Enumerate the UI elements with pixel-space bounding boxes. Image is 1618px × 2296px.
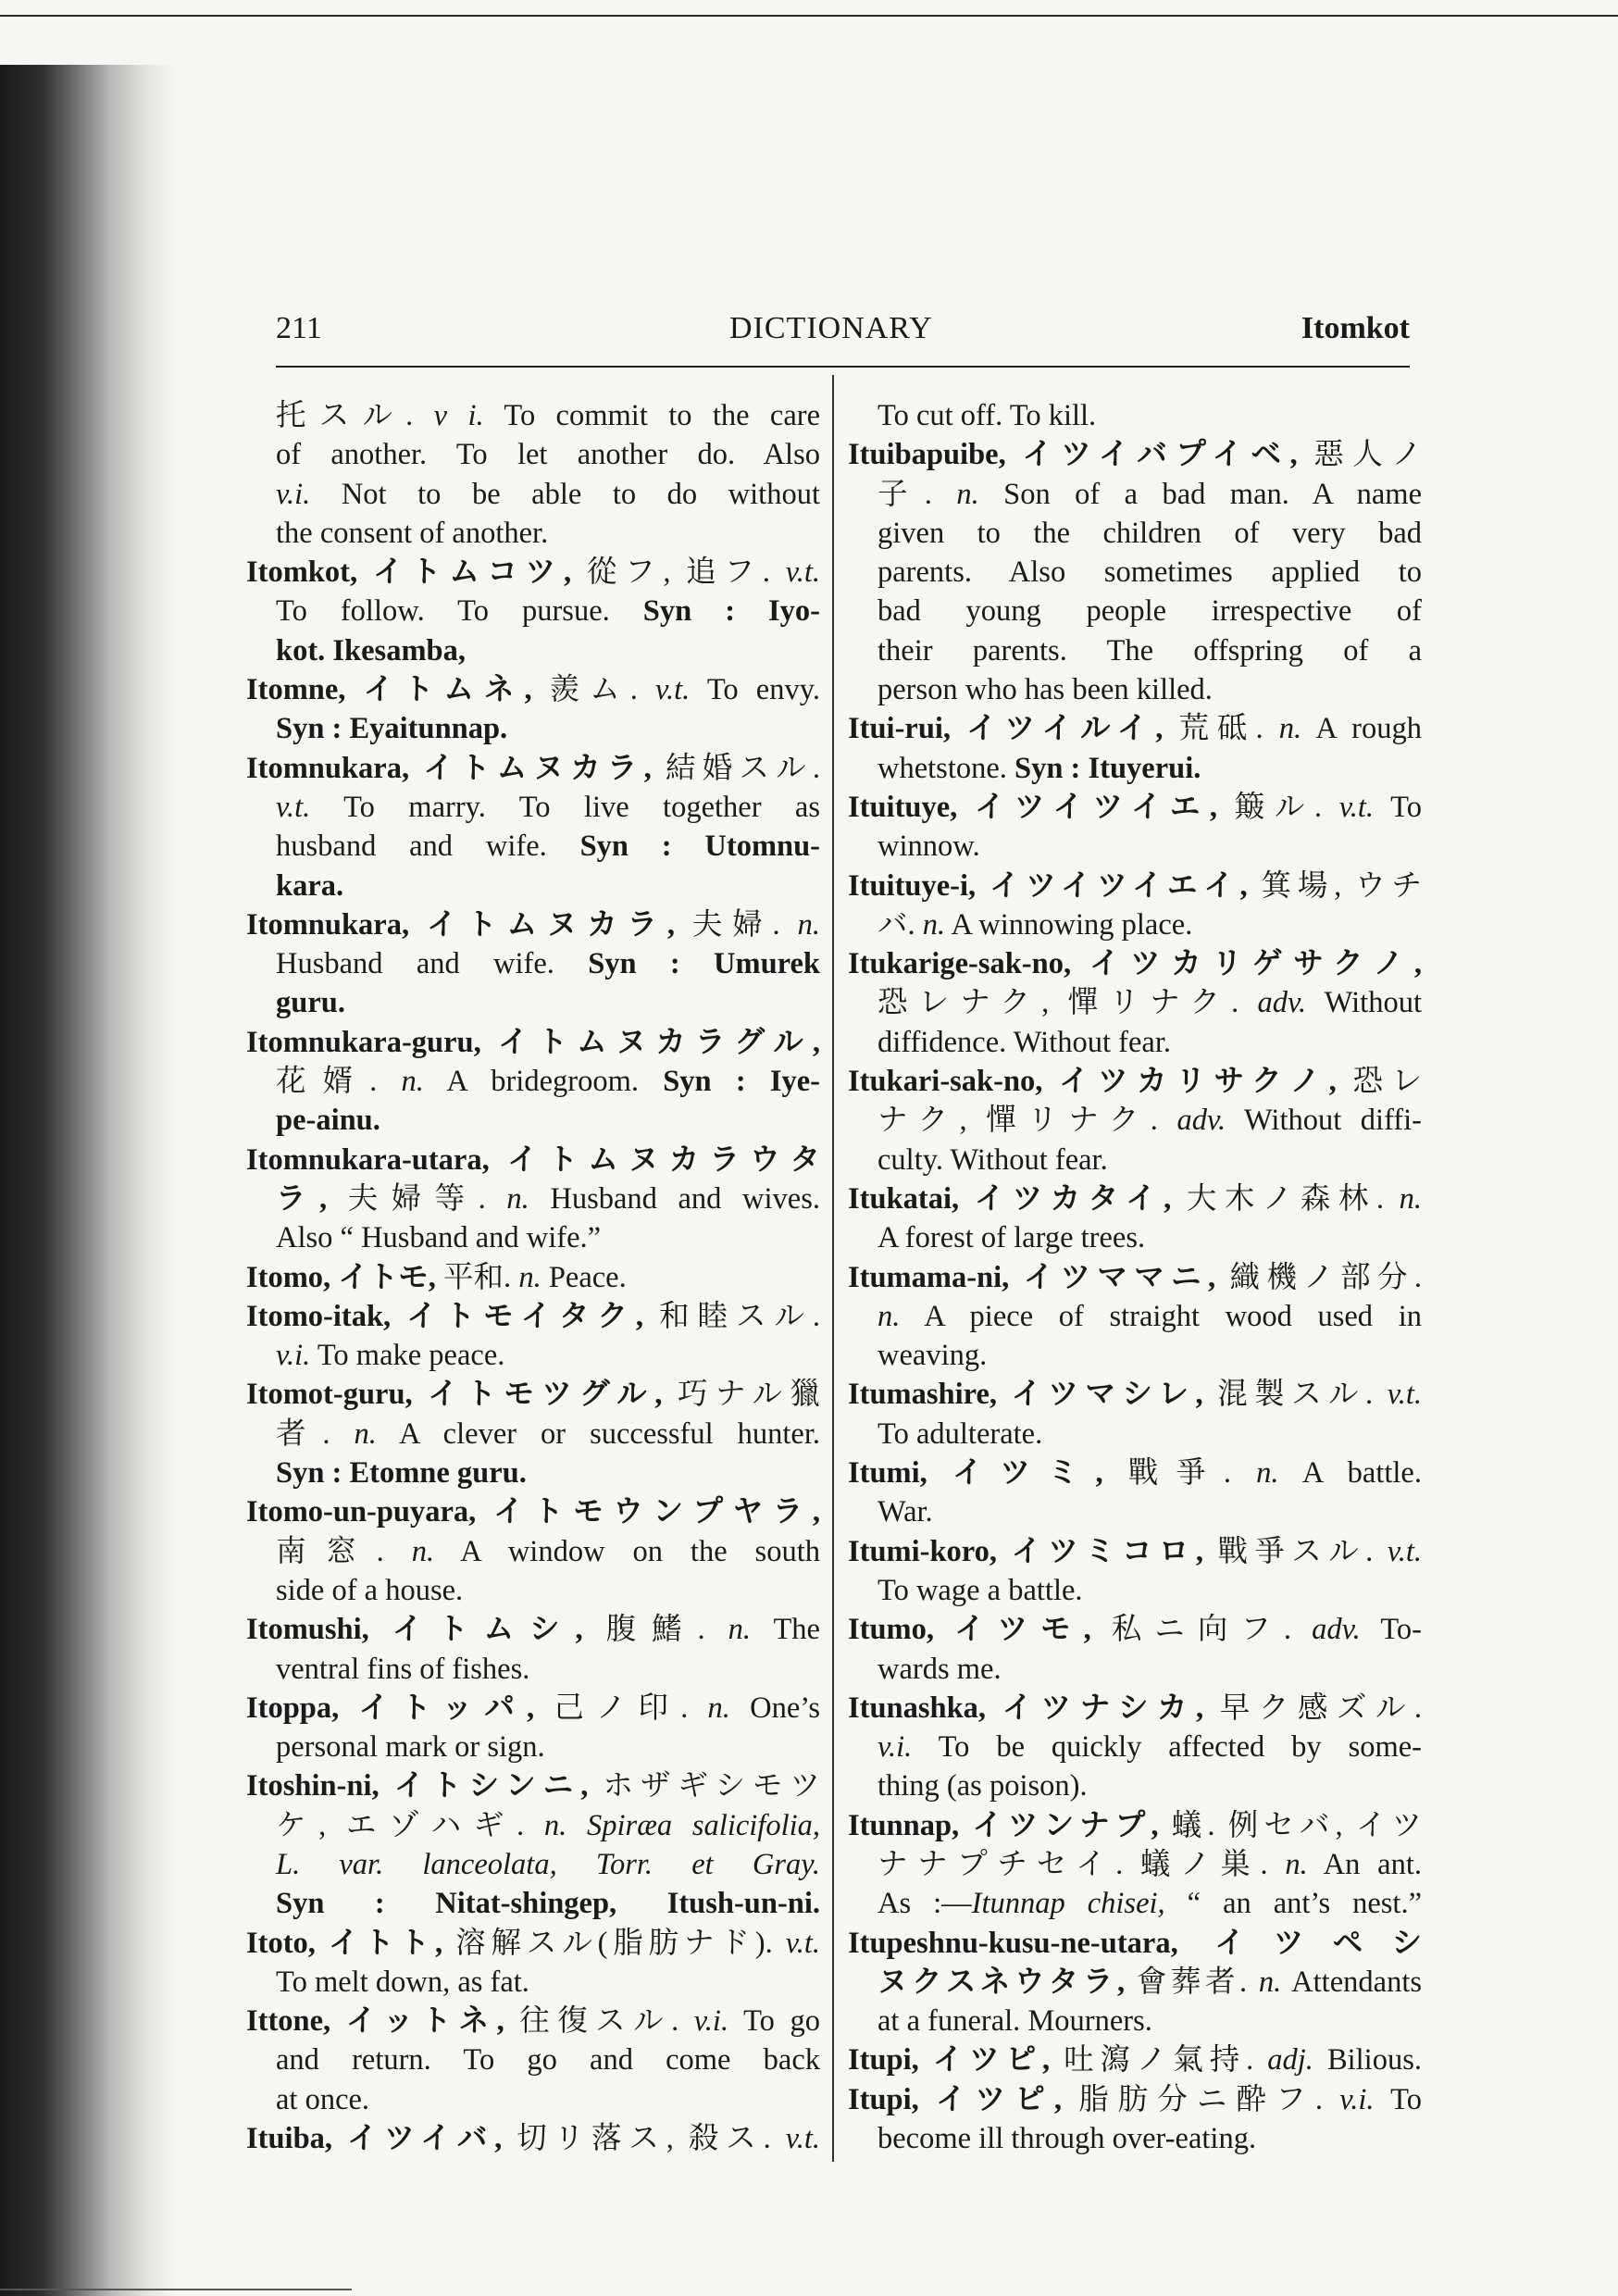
definition-text: thing (as poison).	[877, 1769, 1088, 1803]
definition-text: become ill through over-eating.	[877, 2122, 1257, 2156]
definition-text: 惡人ノ	[1297, 438, 1422, 472]
italic-text: n.	[728, 1613, 751, 1647]
definition-text: 巧ナル獵	[662, 1378, 820, 1412]
definition-text: A clever or successful hunter.	[376, 1416, 820, 1451]
definition-text: 夫婦等.	[327, 1181, 507, 1216]
entry-headword-line	[848, 1454, 1422, 1492]
entry-text-line	[246, 1062, 820, 1101]
italic-text: v.t.	[276, 790, 311, 824]
entry-text-line	[848, 1336, 1422, 1375]
definition-text: 者.	[276, 1416, 355, 1451]
entry-headword-line	[848, 2080, 1422, 2119]
entry-headword-line	[848, 1375, 1422, 1414]
definition-text: To follow. To pursue.	[276, 594, 643, 629]
definition-text: 切リ落ス, 殺ス.	[502, 2122, 786, 2156]
definition-text: 往復スル.	[504, 2004, 694, 2039]
headword-text: Itumi, イツミ,	[848, 1456, 1103, 1491]
headword-text: Itumama-ni, イツママニ,	[848, 1260, 1216, 1294]
entry-text-line	[848, 1141, 1422, 1179]
definition-text: Without	[1306, 986, 1422, 1020]
headword-text: Itomkot, イトムコツ,	[246, 555, 572, 590]
entry-text-line	[246, 1963, 820, 2002]
headword-text: Ituituye-i, イツイツイエイ,	[848, 868, 1248, 903]
headword-text: ラ,	[276, 1181, 328, 1216]
headword-text: kot. Ikesamba,	[276, 633, 466, 668]
definition-text: husband and wife.	[276, 830, 580, 864]
italic-text: n.	[518, 1260, 541, 1294]
headword-text: Syn : Iyo-	[642, 594, 821, 629]
definition-text: 私ニ向フ.	[1090, 1613, 1313, 1647]
italic-text: adv.	[1312, 1613, 1361, 1647]
definition-text: of another. To let another do. Also	[276, 438, 820, 472]
left-column	[246, 396, 820, 2158]
definition-text: 腹鰭.	[582, 1613, 728, 1647]
entry-headword-line	[848, 944, 1422, 983]
definition-text: War.	[877, 1495, 933, 1529]
definition-text: A bridegroom.	[423, 1065, 664, 1099]
italic-text: n.	[401, 1065, 424, 1099]
scan-top-border	[0, 15, 1618, 17]
definition-text: 己ノ印.	[534, 1691, 708, 1725]
entry-headword-line	[246, 905, 820, 944]
italic-text: n.	[956, 477, 979, 511]
entry-text-line	[848, 1884, 1422, 1923]
definition-text: ケ, エゾハギ.	[276, 1808, 544, 1842]
entry-text-line	[848, 475, 1422, 514]
entry-text-line	[848, 1297, 1422, 1336]
headword-text: Ituituye, イツイツイエ,	[848, 790, 1218, 824]
entry-headword-line	[246, 2119, 820, 2158]
headword-text: Itunnap, イツンナプ,	[848, 1808, 1159, 1842]
entry-text-line	[246, 592, 820, 630]
definition-text: To wage a battle.	[877, 1573, 1083, 1607]
entry-headword-line	[246, 1924, 820, 1963]
headword-text: Itoppa, イトッパ,	[246, 1691, 535, 1725]
definition-text: Without diffi-	[1226, 1104, 1422, 1138]
headword-text: Itomnukara, イトムヌカラ,	[246, 907, 675, 942]
definition-text: Son of a bad man. A name	[978, 477, 1422, 511]
headword-text: kara.	[276, 868, 344, 903]
definition-text: A rough	[1301, 712, 1422, 746]
definition-text: parents. Also sometimes applied to	[877, 555, 1422, 590]
header-rule	[276, 366, 1410, 368]
headword-text: guru.	[276, 986, 345, 1020]
headword-text: Ituibapuibe, イツイバプイベ,	[848, 438, 1298, 472]
definition-text: personal mark or sign.	[276, 1730, 545, 1765]
definition-text: To be quickly affected by some-	[912, 1730, 1422, 1765]
definition-text: their parents. The offspring of a	[877, 633, 1422, 668]
headword-text: Itumi-koro, イツミコロ,	[848, 1534, 1204, 1568]
definition-text: 羨ム.	[531, 673, 656, 707]
definition-text: at a funeral. Mourners.	[877, 2004, 1152, 2039]
entry-text-line	[848, 905, 1422, 944]
column-divider	[832, 375, 834, 2162]
headword-text: Ittone, イットネ,	[246, 2004, 504, 2039]
definition-text: To	[1374, 2082, 1422, 2116]
definition-text: weaving.	[877, 1339, 988, 1373]
headword-text: Itomo, イトモ,	[246, 1260, 436, 1294]
entry-headword-line	[848, 788, 1422, 827]
definition-text: 織機ノ部分.	[1215, 1260, 1422, 1294]
italic-text: v.i.	[276, 477, 311, 511]
entry-text-line	[246, 1454, 820, 1492]
guide-word: Itomkot	[1301, 311, 1410, 345]
definition-text: 荒砥.	[1163, 712, 1279, 746]
italic-text: v.i.	[276, 1339, 311, 1373]
entry-headword-line	[246, 1258, 820, 1297]
definition-text: 早ク感ズル.	[1203, 1691, 1422, 1725]
italic-text: v.t.	[785, 1926, 820, 1960]
right-column	[848, 396, 1422, 2158]
italic-text: v.t.	[785, 2122, 820, 2156]
definition-text: Not to be able to do without	[310, 477, 820, 511]
entry-text-line	[246, 475, 820, 514]
definition-text: A battle.	[1278, 1456, 1422, 1491]
headword-text: Itoto, イトト,	[246, 1926, 443, 1960]
page-header	[276, 307, 1410, 363]
headword-text: Itomnukara-utara, イトムヌカラウタ	[246, 1142, 820, 1177]
italic-text: v.t.	[1387, 1378, 1422, 1412]
definition-text: To-	[1360, 1613, 1422, 1647]
definition-text: To adulterate.	[877, 1416, 1043, 1451]
definition-text: 箕場, ウチ	[1247, 868, 1422, 903]
entry-headword-line	[246, 1610, 820, 1649]
italic-text: v.t.	[1338, 790, 1375, 824]
definition-text	[566, 1809, 587, 1842]
definition-text: One’s	[729, 1691, 820, 1725]
italic-text: n.	[1399, 1181, 1422, 1216]
entry-text-line	[246, 631, 820, 670]
entry-headword-line	[848, 1689, 1422, 1728]
headword-text: Syn : Etomne guru.	[276, 1456, 527, 1491]
definition-text: 子.	[877, 477, 957, 511]
definition-text: Also “ Husband and wife.”	[276, 1221, 602, 1255]
headword-text: Itukatai, イツカタイ,	[848, 1181, 1172, 1216]
entry-text-line	[848, 827, 1422, 866]
headword-text: Itomot-guru, イトモツグル,	[246, 1378, 663, 1412]
headword-text: Itomushi, イトムシ,	[246, 1613, 583, 1647]
entry-text-line	[848, 1571, 1422, 1610]
headword-text: Itomnukara, イトムヌカラ,	[246, 751, 652, 785]
entry-text-line	[848, 1650, 1422, 1689]
italic-text: adj.	[1267, 2043, 1313, 2078]
definition-text: To commit to the care	[483, 399, 820, 432]
headword-text: Itukarige-sak-no, イツカリゲサクノ,	[848, 947, 1422, 981]
entry-text-line	[848, 983, 1422, 1022]
definition-text: the consent of another.	[276, 516, 549, 550]
definition-text: A winnowing place.	[945, 907, 1193, 942]
italic-text: v.i.	[877, 1730, 913, 1765]
definition-text: 平和.	[435, 1260, 519, 1294]
definition-text: 恐レ	[1336, 1065, 1422, 1099]
definition-text: side of a house.	[276, 1573, 464, 1607]
italic-text: Spiræa salicifolia,	[587, 1808, 821, 1842]
entry-text-line	[246, 2080, 820, 2119]
definition-text: 簸ル.	[1217, 790, 1339, 824]
definition-text: bad young people irrespective of	[877, 594, 1422, 629]
entry-text-line	[848, 514, 1422, 553]
entry-text-line	[246, 1884, 820, 1923]
entry-headword-line	[848, 1179, 1422, 1218]
headword-text: Syn : Iye-	[663, 1065, 821, 1099]
entry-headword-line	[848, 709, 1422, 748]
entry-headword-line	[246, 1023, 820, 1062]
definition-text: 蟻. 例セバ, イツ	[1158, 1808, 1422, 1842]
definition-text: given to the children of very bad	[877, 516, 1422, 550]
definition-text: To	[1374, 790, 1422, 824]
headword-text: Syn : Utomnu-	[579, 830, 820, 864]
headword-text: Itupi, イツピ,	[848, 2082, 1062, 2116]
entry-headword-line	[246, 1689, 820, 1728]
headword-text: Ituiba, イツイバ,	[246, 2122, 503, 2156]
italic-text: n.	[1278, 712, 1302, 746]
entry-text-line	[246, 1728, 820, 1766]
entry-headword-line	[848, 1924, 1422, 1963]
definition-text: 吐瀉ノ氣持.	[1050, 2043, 1268, 2078]
definition-text: 混製スル.	[1202, 1378, 1388, 1412]
headword-text: Itumo, イツモ,	[848, 1613, 1091, 1647]
entry-headword-line	[246, 1141, 820, 1179]
headword-text: Itomne, イトムネ,	[246, 673, 532, 707]
entry-text-line	[246, 827, 820, 866]
italic-text: n.	[1256, 1456, 1279, 1491]
entry-text-line	[246, 1179, 820, 1218]
definition-text: The	[751, 1613, 820, 1647]
definition-text: Bilious.	[1313, 2043, 1422, 2078]
italic-text: n.	[797, 907, 820, 942]
definition-text: 會葬者.	[1125, 1965, 1259, 1999]
definition-text: ナナプチセイ. 蟻ノ巣.	[877, 1847, 1286, 1881]
italic-text: n.	[877, 1299, 901, 1333]
entry-text-line	[246, 1336, 820, 1375]
headword-text: Itomo-itak, イトモイタク,	[246, 1299, 644, 1333]
entry-text-line	[246, 983, 820, 1022]
entry-text-line	[246, 1650, 820, 1689]
italic-text: n.	[922, 907, 946, 942]
definition-text: Husband and wife.	[276, 947, 589, 981]
entry-text-line	[246, 1845, 820, 1884]
definition-text: at once.	[276, 2082, 370, 2116]
definition-text: Husband and wives.	[529, 1181, 820, 1216]
definition-text: To envy.	[690, 673, 820, 707]
entry-headword-line	[246, 670, 820, 709]
entry-headword-line	[246, 1297, 820, 1336]
italic-text: v.i.	[1339, 2082, 1375, 2116]
definition-text: 托スル.	[276, 399, 434, 432]
entry-text-line	[246, 1571, 820, 1610]
italic-text: adv.	[1257, 986, 1307, 1020]
entry-text-line	[246, 514, 820, 553]
definition-text: To melt down, as fat.	[276, 1965, 529, 1999]
entry-text-line	[848, 396, 1422, 435]
entry-headword-line	[848, 1532, 1422, 1571]
entry-headword-line	[246, 1375, 820, 1414]
italic-text: v.t.	[1387, 1534, 1422, 1568]
definition-text: 花婿.	[276, 1065, 402, 1099]
definition-text: To go	[728, 2004, 820, 2039]
entry-headword-line	[848, 435, 1422, 474]
definition-text: Attendants	[1281, 1965, 1422, 1999]
definition-text: ventral fins of fishes.	[276, 1652, 530, 1686]
definition-text: culty. Without fear.	[877, 1142, 1108, 1177]
italic-text: n.	[411, 1534, 435, 1568]
headword-text: Itupeshnu-kusu-ne-utara, イツペシ	[848, 1926, 1422, 1960]
definition-text: 溶解スル(脂肪ナド).	[442, 1926, 786, 1960]
entry-text-line	[848, 553, 1422, 592]
entry-headword-line	[848, 1258, 1422, 1297]
entry-text-line	[246, 1218, 820, 1257]
definition-text: As :—	[877, 1887, 972, 1921]
headword-text: Itoshin-ni, イトシンニ,	[246, 1769, 589, 1803]
definition-text: 脂肪分ニ酔フ.	[1061, 2082, 1340, 2116]
definition-text: A piece of straight wood used in	[900, 1299, 1422, 1333]
entry-text-line	[848, 1845, 1422, 1884]
definition-text: Peace.	[541, 1260, 627, 1294]
entry-headword-line	[246, 553, 820, 592]
entry-text-line	[246, 396, 820, 435]
italic-text: v i.	[433, 399, 484, 432]
entry-headword-line	[848, 1610, 1422, 1649]
definition-text: To marry. To live together as	[310, 790, 820, 824]
definition-text: 和睦スル.	[643, 1299, 820, 1333]
definition-text: 恐レナク, 憚リナク.	[877, 986, 1258, 1020]
definition-text: ナク, 憚リナク.	[877, 1104, 1177, 1138]
entry-headword-line	[246, 1766, 820, 1805]
definition-text: 夫婦.	[675, 907, 798, 942]
entry-headword-line	[848, 1806, 1422, 1845]
headword-text: Itomnukara-guru, イトムヌカラグル,	[246, 1025, 820, 1059]
italic-text: adv.	[1176, 1104, 1226, 1138]
entry-headword-line	[246, 2002, 820, 2040]
headword-text: Itumashire, イツマシレ,	[848, 1378, 1203, 1412]
headword-text: Syn : Umurek	[588, 947, 821, 981]
definition-text: バ.	[877, 907, 923, 942]
italic-text: n.	[1258, 1965, 1282, 1999]
italic-text: v.i.	[693, 2004, 729, 2039]
running-title: DICTIONARY	[729, 311, 933, 345]
headword-text: pe-ainu.	[276, 1104, 380, 1138]
entry-text-line	[848, 1492, 1422, 1531]
definition-text: 大木ノ森林.	[1171, 1181, 1400, 1216]
headword-text: Syn : Ituyerui.	[1014, 751, 1201, 785]
italic-text: L. var. lanceolata, Torr. et Gray.	[276, 1847, 820, 1881]
entry-text-line	[246, 1415, 820, 1454]
entry-text-line	[246, 2040, 820, 2079]
definition-text: 從フ, 追フ.	[571, 555, 786, 590]
definition-text: person who has been killed.	[877, 673, 1213, 707]
entry-text-line	[848, 749, 1422, 788]
definition-text: and return. To go and come back	[276, 2043, 820, 2078]
headword-text: Itukari-sak-no, イツカリサクノ,	[848, 1065, 1337, 1099]
entry-headword-line	[246, 749, 820, 788]
page-number: 211	[276, 311, 322, 345]
entry-text-line	[246, 788, 820, 827]
definition-text: whetstone.	[877, 751, 1015, 785]
italic-text: n.	[543, 1808, 567, 1842]
definition-text: A forest of large trees.	[877, 1221, 1146, 1255]
entry-text-line	[246, 944, 820, 983]
headword-text: Itupi, イツピ,	[848, 2043, 1051, 2078]
definition-text: ホザギシモツ	[588, 1769, 820, 1803]
entry-text-line	[848, 2119, 1422, 2158]
definition-text: 南窓.	[276, 1534, 412, 1568]
entry-headword-line	[246, 1492, 820, 1531]
book-spine-shadow	[0, 65, 176, 2296]
entry-text-line	[848, 1023, 1422, 1062]
entry-text-line	[246, 867, 820, 905]
headword-text: Itomo-un-puyara, イトモウンプヤラ,	[246, 1495, 820, 1529]
definition-text: 結婚スル.	[651, 751, 820, 785]
italic-text: n.	[354, 1416, 377, 1451]
italic-text: n.	[1285, 1847, 1308, 1881]
definition-text: An ant.	[1307, 1847, 1422, 1881]
entry-headword-line	[848, 2040, 1422, 2079]
entry-text-line	[246, 1532, 820, 1571]
entry-text-line	[246, 435, 820, 474]
scan-bottom-border	[0, 2289, 352, 2290]
headword-text: Syn : Nitat-shingep, Itush-un-ni.	[276, 1887, 820, 1921]
definition-text: winnow.	[877, 830, 980, 864]
italic-text: n.	[707, 1691, 730, 1725]
entry-text-line	[848, 631, 1422, 670]
entry-text-line	[848, 2002, 1422, 2040]
definition-text: wards me.	[877, 1652, 1002, 1686]
entry-headword-line	[848, 1062, 1422, 1101]
entry-text-line	[246, 1806, 820, 1845]
headword-text: ヌクスネウタラ,	[877, 1965, 1126, 1999]
entry-text-line	[246, 709, 820, 748]
entry-text-line	[848, 1766, 1422, 1805]
headword-text: Itui-rui, イツイルイ,	[848, 712, 1164, 746]
entry-headword-line	[848, 867, 1422, 905]
entry-text-line	[848, 592, 1422, 630]
definition-text: 戰爭スル.	[1203, 1534, 1388, 1568]
entry-text-line	[848, 1415, 1422, 1454]
headword-text: Syn : Eyaitunnap.	[276, 712, 508, 746]
definition-text: To cut off. To kill.	[877, 399, 1097, 432]
entry-text-line	[246, 1101, 820, 1140]
definition-text: diffidence. Without fear.	[877, 1025, 1171, 1059]
entry-text-line	[848, 1101, 1422, 1140]
entry-text-line	[848, 1218, 1422, 1257]
entry-text-line	[848, 1728, 1422, 1766]
definition-text: 戰爭.	[1102, 1456, 1257, 1491]
entry-text-line	[848, 670, 1422, 709]
definition-text: “ an ant’s nest.”	[1164, 1887, 1422, 1921]
entry-text-line	[848, 1963, 1422, 2002]
definition-text: To make peace.	[310, 1339, 505, 1373]
italic-text: Itunnap chisei,	[971, 1887, 1165, 1921]
italic-text: v.t.	[785, 555, 820, 590]
headword-text: Itunashka, イツナシカ,	[848, 1691, 1204, 1725]
italic-text: n.	[506, 1181, 529, 1216]
definition-text: A window on the south	[434, 1534, 820, 1568]
italic-text: v.t.	[655, 673, 691, 707]
